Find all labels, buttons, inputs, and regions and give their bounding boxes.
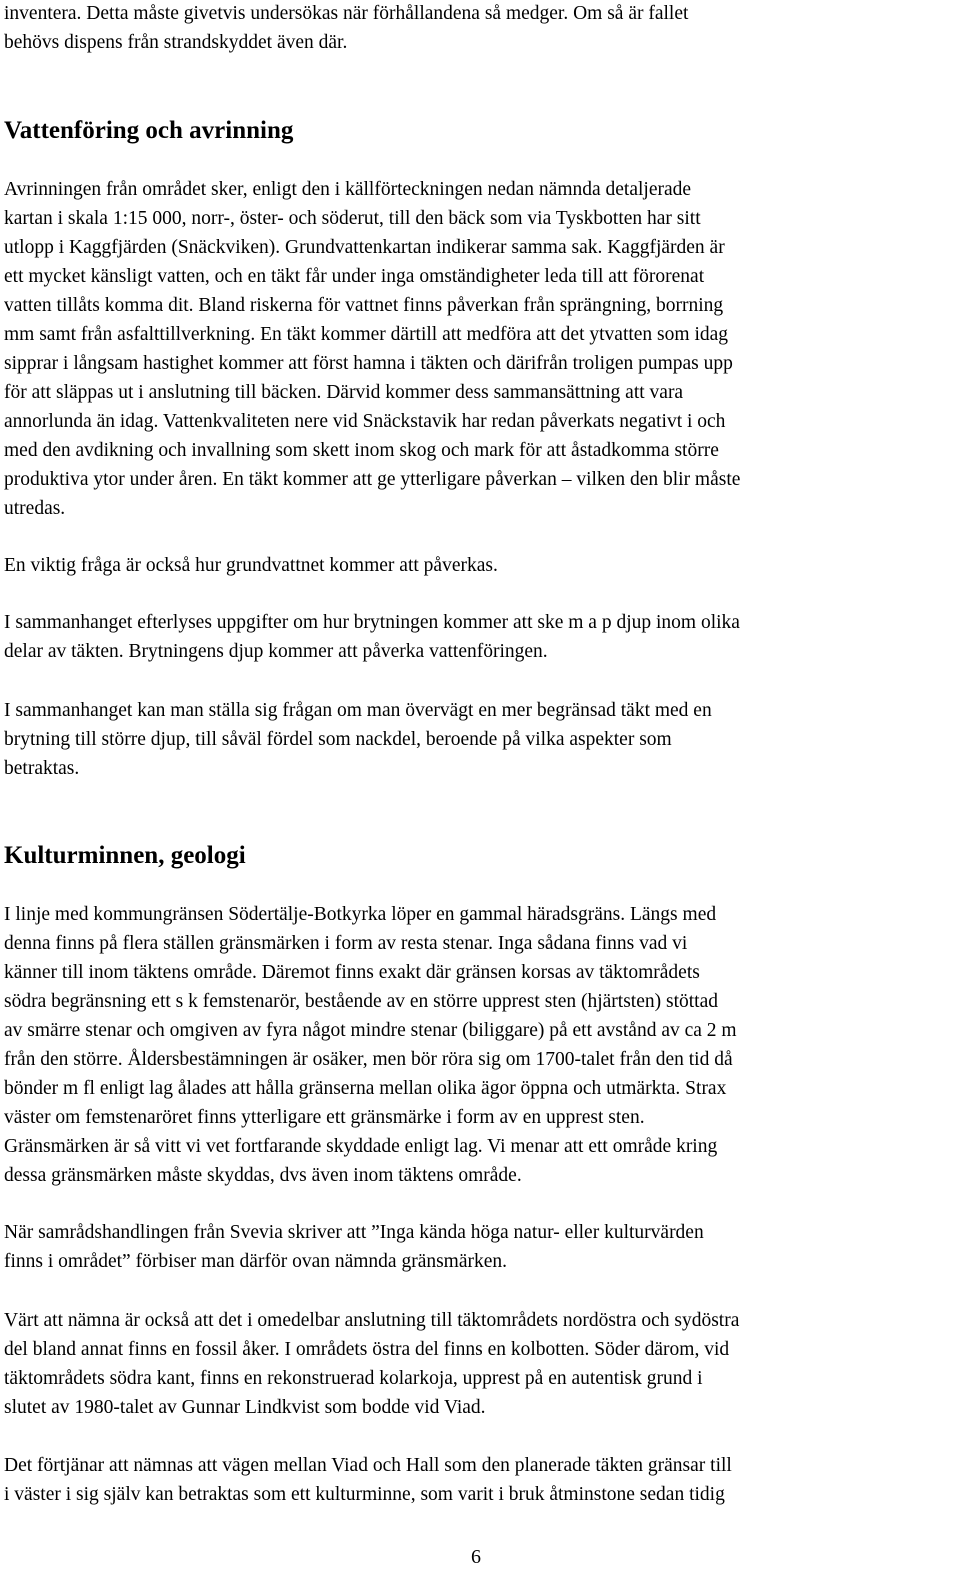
kulturminnen-paragraph-1 [4, 900, 737, 1190]
page-number: 6 [471, 1546, 481, 1568]
text-line: känner till inom täktens område. Däremot finns exakt där gränsen korsas av täktområdets [4, 962, 700, 983]
text-line: I linje med kommungränsen Södertälje-Botkyrka löper en gammal häradsgräns. Längs med [4, 904, 717, 925]
text-line: finns i området” förbiser man därför ovan nämnda gränsmärken. [4, 1251, 508, 1272]
text-line: Det förtjänar att nämnas att vägen mellan Viad och Hall som den planerade täkten gränsar till [4, 1455, 732, 1476]
text-line: behövs dispens från strandskyddet även där. [4, 32, 348, 53]
kulturminnen-paragraph-3 [4, 1306, 739, 1422]
text-line: annorlunda än idag. Vattenkvaliteten nere vid Snäckstavik har redan påverkats negativt i och [4, 411, 726, 432]
text-line: denna finns på flera ställen gränsmärken i form av resta stenar. Inga sådana finns vad vi [4, 933, 688, 954]
section-heading-vattenforing: Vattenföring och avrinning [4, 117, 294, 144]
text-line: sipprar i långsam hastighet kommer att först hamna i täkten och därifrån troligen pumpas upp [4, 353, 733, 374]
text-line: utlopp i Kaggfjärden (Snäckviken). Grundvattenkartan indikerar samma sak. Kaggfjärden är [4, 237, 725, 258]
text-line: slutet av 1980-talet av Gunnar Lindkvist som bodde vid Viad. [4, 1397, 486, 1418]
kulturminnen-paragraph-4 [4, 1451, 732, 1509]
text-line: betraktas. [4, 758, 80, 779]
text-line: När samrådshandlingen från Svevia skriver att ”Inga kända höga natur- eller kulturvärden [4, 1222, 704, 1243]
text-line: Avrinningen från området sker, enligt den i källförteckningen nedan nämnda detaljerade [4, 179, 692, 200]
text-line: I sammanhanget efterlyses uppgifter om hur brytningen kommer att ske m a p djup inom olika [4, 612, 740, 633]
text-line: utredas. [4, 498, 66, 519]
text-line: kartan i skala 1:15 000, norr-, öster- och söderut, till den bäck som via Tyskbotten har sitt [4, 208, 701, 229]
vattenforing-paragraph-4 [4, 696, 712, 783]
text-line: från den större. Åldersbestämningen är osäker, men bör röra sig om 1700-talet från den tid då [4, 1049, 733, 1070]
text-line: i väster i sig själv kan betraktas som ett kulturminne, som varit i bruk åtminstone sedan tidig [4, 1484, 725, 1505]
text-line: ett mycket känsligt vatten, och en täkt får under inga omständigheter leda till att förorenat [4, 266, 705, 287]
text-line: dessa gränsmärken måste skyddas, dvs även inom täktens område. [4, 1165, 522, 1186]
section-heading-kulturminnen: Kulturminnen, geologi [4, 842, 246, 869]
text-line: produktiva ytor under åren. En täkt kommer att ge ytterligare påverkan – vilken den blir måste [4, 469, 741, 490]
text-line: täktområdets södra kant, finns en rekonstruerad kolarkoja, upprest på en autentisk grund i [4, 1368, 703, 1389]
text-line: väster om femstenaröret finns ytterligare ett gränsmärke i form av en upprest sten. [4, 1107, 645, 1128]
text-line: Gränsmärken är så vitt vi vet fortfarande skyddade enligt lag. Vi menar att ett område kring [4, 1136, 718, 1157]
top-paragraph [4, 0, 688, 57]
vattenforing-paragraph-1 [4, 175, 740, 523]
vattenforing-paragraph-2 [4, 551, 498, 580]
text-line: av smärre stenar och omgiven av fyra något mindre stenar (biliggare) på ett avstånd av ca 2 m [4, 1020, 737, 1041]
text-line: delar av täkten. Brytningens djup kommer att påverka vattenföringen. [4, 641, 548, 662]
text-line: med den avdikning och invallning som skett inom skog och mark för att åstadkomma större [4, 440, 719, 461]
vattenforing-paragraph-3 [4, 608, 740, 666]
text-line: bönder m fl enligt lag ålades att hålla gränserna mellan olika ägor öppna och utmärkta. Strax [4, 1078, 727, 1099]
text-line: inventera. Detta måste givetvis undersökas när förhållandena så medger. Om så är fallet [4, 3, 689, 24]
text-line: södra begränsning ett s k femstenarör, bestående av en större upprest sten (hjärtsten) stöttad [4, 991, 718, 1012]
text-line: del bland annat finns en fossil åker. I områdets östra del finns en kolbotten. Söder därom, vid [4, 1339, 730, 1360]
text-line: En viktig fråga är också hur grundvattnet kommer att påverkas. [4, 555, 498, 576]
text-line: för att släppas ut i anslutning till bäcken. Därvid kommer dess sammansättning att vara [4, 382, 684, 403]
kulturminnen-paragraph-2 [4, 1218, 704, 1276]
text-line: Värt att nämna är också att det i omedelbar anslutning till täktområdets nordöstra och sydöstra [4, 1310, 740, 1331]
text-line: mm samt från asfalttillverkning. En täkt kommer därtill att medföra att det ytvatten som idag [4, 324, 729, 345]
text-line: I sammanhanget kan man ställa sig frågan om man övervägt en mer begränsad täkt med en [4, 700, 712, 721]
text-line: brytning till större djup, till såväl fördel som nackdel, beroende på vilka aspekter som [4, 729, 672, 750]
text-line: vatten tillåts komma dit. Bland riskerna för vattnet finns påverkan från sprängning, borrning [4, 295, 724, 316]
